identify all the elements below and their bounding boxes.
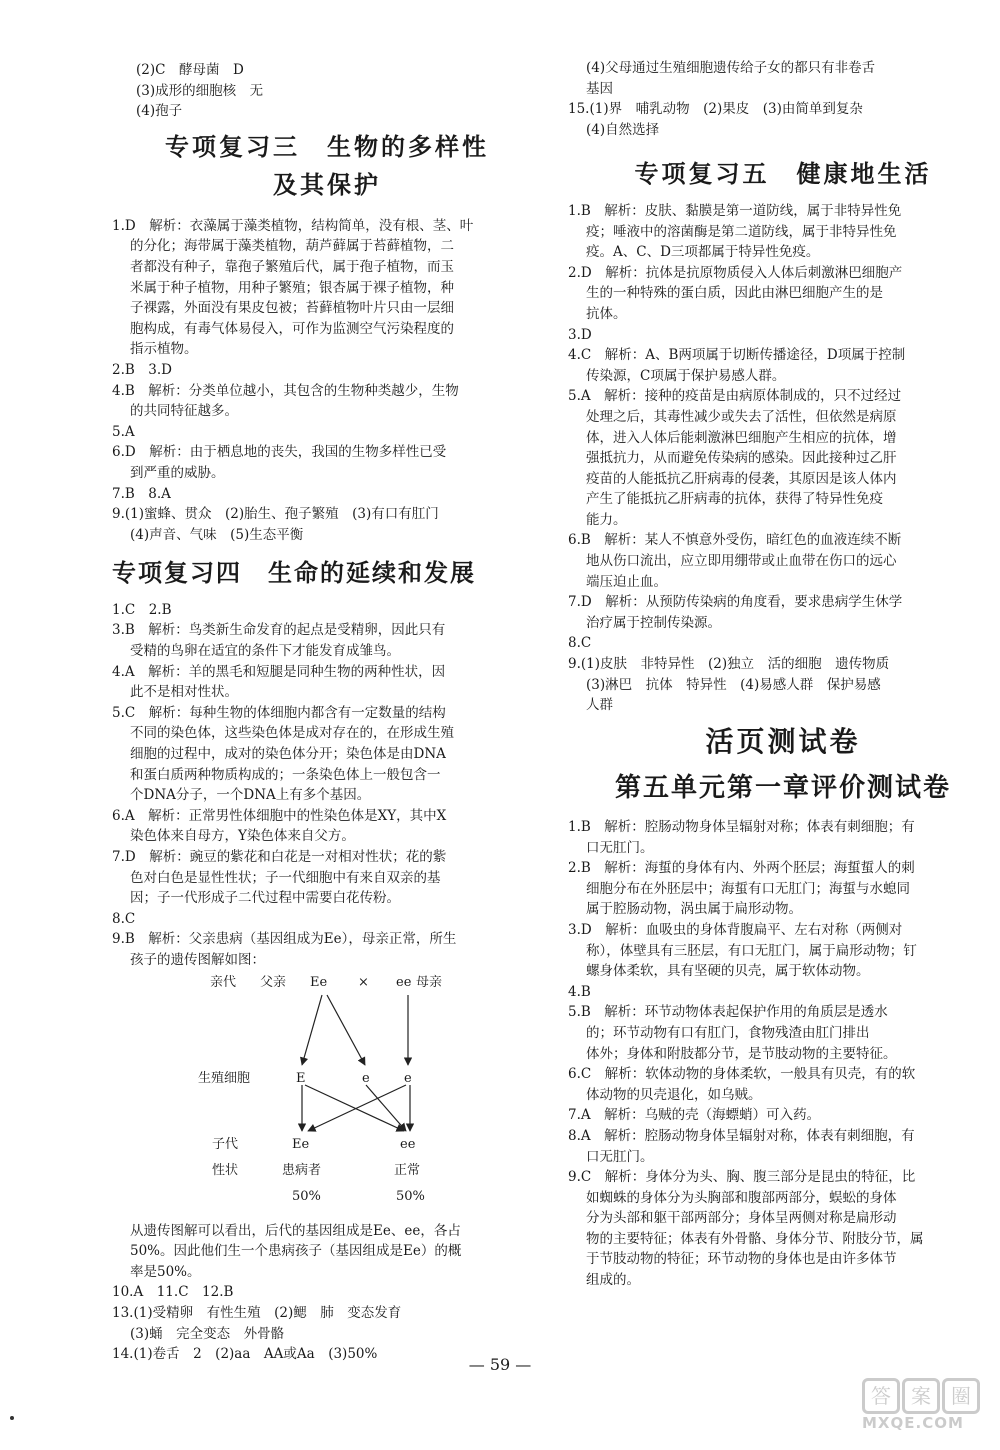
answer-line: (3)淋巴 抗体 特异性 (4)易感人群 保护易感 [586,676,881,693]
answer-line: 7.D 解析：从预防传染病的角度看，要求患病学生休学 [568,594,903,611]
answer-line: 者都没有种子，靠孢子繁殖后代，属于孢子植物，而玉 [130,258,454,275]
section3-answers [112,216,542,546]
answer-line: 的；环节动物有口有肛门，食物残渣由肛门排出 [586,1024,870,1041]
answer-line: 4.C 解析：A、B两项属于切断传播途径，D项属于控制 [568,347,906,364]
answer-line: 端压迫止血。 [586,573,667,590]
answer-line: 强抵抗力，从而避免传染病的感染。因此接种过乙肝 [586,450,897,467]
answer-line: 5.C 解析：每种生物的体细胞内都含有一定数量的结构 [112,704,446,721]
answer-line: 治疗属于控制传染源。 [586,614,721,631]
section5-answers [568,201,998,716]
section4-after [112,1221,542,1365]
answer-line: 7.D 解析：豌豆的紫花和白花是一对相对性状；花的紫 [112,849,447,865]
label-parents: 亲代 [210,974,237,990]
answer-line: 孩子的遗传图解如图： [130,951,265,968]
answer-line: (4)自然选择 [586,121,660,138]
section-title: 专项复习四 生命的延续和发展 [112,559,476,588]
answer-line: 地从伤口流出，应立即用绷带或止血带在伤口的远心 [586,553,897,570]
label-father: 父亲 [260,974,287,990]
answer-line: 因；子一代形成子二代过程中需要白花传粉。 [130,890,400,907]
left-pre [112,60,542,122]
answer-line: 称），体壁具有三胚层，有口无肛门，属于扁形动物；钉 [586,942,917,959]
label-trait: 性状 [212,1162,239,1178]
answer-line: 5.B 解析：环节动物体表起保护作用的角质层是透水 [568,1004,888,1021]
answer-line: 螺身体柔软，具有坚硬的贝壳，属于软体动物。 [586,963,870,980]
answer-line: 细胞的过程中，成对的染色体分开；染色体是由DNA [130,746,446,763]
answer-line: 胞构成，有毒气体易侵入，可作为监测空气污染程度的 [130,320,454,337]
label-gametes: 生殖细胞 [198,1070,251,1086]
answer-line: 疫苗的人能抵抗乙肝病毒的侵袭，其原因是该人体内 [586,470,897,487]
answer-line: 50%。因此他们生一个患病孩子（基因组成是Ee）的概 [130,1243,462,1260]
arrow-father-E [302,995,322,1065]
section-title: 及其保护 [273,170,381,199]
answer-line: 2.D 解析：抗体是抗原物质侵入人体后刺激淋巴细胞产 [568,264,903,281]
answer-line: 4.A 解析：羊的黑毛和短腿是同种生物的两种性状，因 [112,663,446,680]
answer-line: 组成的。 [586,1272,640,1289]
answer-line: 1.D 解析：衣藻属于藻类植物，结构简单，没有根、茎、叶 [112,217,474,234]
answer-line: 人群 [586,697,613,714]
answer-line: 生的一种特殊的蛋白质，因此由淋巴细胞产生的是 [586,285,883,302]
father-genotype: Ee [310,974,328,990]
answer-line: 率是50%。 [130,1263,201,1280]
cross-symbol: × [358,974,369,990]
answer-line: 抗体。 [586,305,627,322]
answer-line: 能力。 [586,511,627,528]
text-line: (4)孢子 [136,103,183,120]
answer-line: 属于腔肠动物，涡虫属于扁形动物。 [586,901,802,918]
answer-line: 3.D [568,326,592,343]
answer-line: 和蛋白质两种物质构成的；一条染色体上一般包含一 [130,766,441,783]
answer-line: 4.B [568,983,591,1000]
watermark-url: MXQE.COM [862,1414,964,1432]
answer-line: 体动物的贝壳退化，如乌贼。 [586,1086,762,1103]
answer-line: 9.C 解析：身体分为头、胸、腹三部分是昆虫的特征，比 [568,1169,916,1186]
answer-line: 到严重的威胁。 [130,464,225,481]
arrow-e-Ee [308,1085,406,1131]
watermark-box-icon: 答 [862,1378,900,1414]
answer-line: 9.(1)蜜蜂、贯众 (2)胎生、孢子繁殖 (3)有口有肛门 [112,506,439,523]
answer-line: 子裸露，外面没有果皮包被；苔藓植物叶片只由一层细 [130,300,454,317]
ratio-normal: 50% [396,1188,425,1204]
answer-line: 2.B 解析：海蜇的身体有内、外两个胚层；海蜇蜇人的刺 [568,860,915,877]
answer-line: 处理之后，其毒性减少或失去了活性，但依然是病原 [586,408,897,425]
answer-line: 5.A 解析：接种的疫苗是由病原体制成的，只不过经过 [568,388,902,405]
answer-line: 疫。A、C、D三项都属于特异性免疫。 [586,244,820,261]
answer-line: 13.(1)受精卵 有性生殖 (2)鳃 肺 变态发育 [112,1304,402,1321]
answer-line: 1.C 2.B [112,601,172,618]
answer-line: 9.(1)皮肤 非特异性 (2)独立 活的细胞 遗传物质 [568,656,890,673]
answer-line: 口无肛门。 [586,839,654,856]
answer-line: 7.B 8.A [112,485,171,502]
answer-line: 疫；唾液中的溶菌酶是第二道防线，属于非特异性免 [586,223,897,240]
answer-line: 传染源，C项属于保护易感人群。 [586,367,786,384]
answer-line: 1.B 解析：皮肤、黏膜是第一道防线，属于非特异性免 [568,202,902,219]
answer-line: 3.D 解析：血吸虫的身体背腹扁平、左右对称（两侧对 [568,921,903,938]
answer-line: 基因 [586,80,613,97]
right-pre [568,58,998,140]
answer-line: (3)蛹 完全变态 外骨骼 [130,1325,285,1342]
answer-line: 15.(1)界 哺乳动物 (2)果皮 (3)由简单到复杂 [568,101,863,118]
answer-line: 的分化；海带属于藻类植物，葫芦藓属于苔藓植物，二 [130,238,454,255]
gamete-e: e [404,1070,412,1086]
answer-line: 2.B 3.D [112,361,173,378]
text-line: (2)C 酵母菌 D [136,62,244,78]
answer-line: 分为头部和躯干部两部分；身体呈两侧对称是扁形动 [586,1210,897,1227]
answer-line: 14.(1)卷舌 2 (2)aa AA或Aa (3)50% [112,1346,378,1363]
answer-line: 于节肢动物的特征；环节动物的身体也是由许多体节 [586,1251,897,1268]
answer-line: 10.A 11.C 12.B [112,1284,234,1301]
watermark-box-icon: 圈 [942,1378,980,1414]
answer-line: 3.B 解析：鸟类新生命发育的起点是受精卵，因此只有 [112,622,446,639]
answer-line: 色对白色是显性性状；子一代细胞中有来自双亲的基 [130,869,441,886]
arrow-father-e [327,995,365,1065]
right-column [568,58,998,1291]
gamete-e: e [362,1070,370,1086]
scan-dot [10,1416,14,1420]
answer-line: 个DNA分子，一个DNA上有多个基因。 [130,787,371,804]
answer-line: 受精的鸟卵在适宜的条件下才能发育成雏鸟。 [130,643,400,660]
answer-line: (4)父母通过生殖细胞遗传给子女的都只有非卷舌 [586,60,876,76]
answer-line: 7.A 解析：乌贼的壳（海螵蛸）可入药。 [568,1107,821,1124]
inheritance-diagram [112,971,542,1221]
answer-line: 8.C [112,910,136,927]
page-number: — 59 — [468,1355,532,1374]
answer-line: 体，进入人体后能刺激淋巴细胞产生相应的抗体，增 [586,429,897,446]
offspring-ee: ee [400,1136,416,1152]
answer-line: 细胞分布在外胚层中；海蜇有口无肛门；海蜇与水螅同 [586,880,910,897]
answer-line: 染色体来自母方，Y染色体来自父方。 [130,828,355,845]
watermark-box-icon: 案 [902,1378,940,1414]
answer-line: 4.B 解析：分类单位越小，其包含的生物种类越少，生物 [112,382,459,399]
answer-line: 1.B 解析：腔肠动物身体呈辐射对称；体表有刺细胞；有 [568,819,915,835]
label-offspring: 子代 [212,1136,239,1152]
answer-line: 6.B 解析：某人不慎意外受伤，暗红色的血液连续不断 [568,532,902,549]
answer-line: 指示植物。 [130,341,198,358]
answer-line: (4)声音、气味 (5)生态平衡 [130,526,304,543]
trait-affected: 患病者 [282,1162,322,1178]
label-mother: 母亲 [416,974,443,990]
answer-line: 口无肛门。 [586,1148,654,1165]
text-line: (3)成形的细胞核 无 [136,82,264,99]
answer-line: 6.C 解析：软体动物的身体柔软，一般具有贝壳，有的软 [568,1066,916,1083]
left-column [112,60,542,1365]
trait-normal: 正常 [394,1162,421,1178]
offspring-Ee: Ee [292,1136,310,1152]
answer-line: 物的主要特征；体表有外骨骼、身体分节、附肢分节，属 [586,1230,924,1247]
answer-line: 5.A [112,423,135,440]
big-title: 活页测试卷 [705,724,861,758]
answer-line: 如蜘蛛的身体分为头胸部和腹部两部分，蜈蚣的身体 [586,1189,897,1206]
answer-line: 从遗传图解可以看出，后代的基因组成是Ee、ee，各占 [130,1222,461,1239]
section4-answers [112,600,542,971]
answer-line: 6.A 解析：正常男性体细胞中的性染色体是XY，其中X [112,807,447,824]
arrow-E-ee [305,1085,404,1131]
gamete-E: E [296,1070,306,1086]
ratio-affected: 50% [292,1188,321,1204]
answer-line: 此不是相对性状。 [130,684,238,701]
mother-genotype: ee [396,974,412,990]
section-title: 专项复习五 健康地生活 [634,160,932,189]
section-title: 专项复习三 生物的多样性 [165,132,489,161]
answer-line: 体外；身体和附肢都分节，是节肢动物的主要特征。 [586,1045,897,1062]
answer-line: 不同的染色体，这些染色体是成对存在的，在形成生殖 [130,725,454,742]
watermark-chars [862,1378,982,1414]
answer-line: 8.C [568,635,592,652]
unit-answers [568,817,998,1291]
arrow-e-ee [366,1085,406,1131]
unit-title: 第五单元第一章评价测试卷 [614,773,951,804]
answer-line: 产生了能抵抗乙肝病毒的抗体，获得了特异性免疫 [586,491,883,508]
answer-line: 6.D 解析：由于栖息地的丧失，我国的生物多样性已受 [112,444,447,461]
answer-line: 米属于种子植物，用种子繁殖；银杏属于裸子植物，种 [130,279,454,296]
answer-line: 9.B 解析：父亲患病（基因组成为Ee），母亲正常，所生 [112,931,457,948]
answer-line: 的共同特征越多。 [130,403,238,420]
diagram-arrows [112,971,542,1221]
watermark-logo [862,1378,982,1438]
answer-line: 8.A 解析：腔肠动物身体呈辐射对称，体表有刺细胞，有 [568,1127,915,1144]
